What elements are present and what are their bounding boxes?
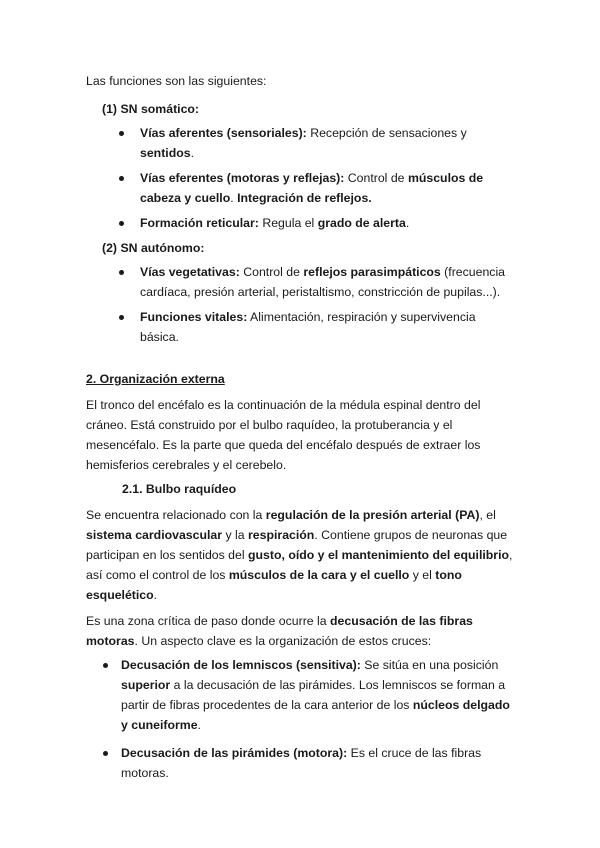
item-bold: músculos de cabeza y cuello	[140, 171, 484, 205]
sn-somatico-heading: (1) SN somático:	[102, 102, 200, 116]
sn-autonomo-heading: (2) SN autónomo:	[102, 241, 205, 255]
section-paragraph: El tronco del encéfalo es la continuación de la médula espinal dentro del cráneo. Está construido por el bulbo raquídeo, la protuberancia y el mesencéfalo. Es la parte que queda del encéfalo después de extraer los hemisferios cerebrales y el cerebelo.	[86, 398, 481, 472]
list-item	[86, 123, 516, 163]
item-term: Vías eferentes (motoras y reflejas):	[140, 171, 345, 185]
item-term: Formación reticular:	[140, 216, 259, 230]
item-text: (frecuencia cardíaca, presión arterial, peristaltismo, constricción de pupilas...).	[140, 265, 506, 299]
item-term: Vías aferentes (sensoriales):	[140, 126, 307, 140]
item-text: .	[190, 146, 194, 160]
list-item	[86, 307, 516, 347]
item-bold: grado de alerta	[317, 216, 406, 230]
bulbo-paragraph-2: Es una zona crítica de paso donde ocurre la decusación de las fibras motoras. Un aspecto clave es la organización de estos cruces:	[86, 614, 473, 648]
bulbo-paragraph-1: Se encuentra relacionado con la regulación de la presión arterial (PA), el sistema cardiovascular y la respiración. Contiene grupos de neuronas que participan en los sentidos del gusto, oído y el mantenimiento del equilibrio, así como el control de los músculos de la cara y el cuello y el tono esquelético.	[86, 508, 513, 602]
list-item	[86, 213, 516, 233]
item-term: Funciones vitales:	[140, 310, 248, 324]
intro-text: Las funciones son las siguientes:	[86, 74, 267, 88]
list-item	[86, 168, 516, 208]
sn-autonomo-list	[86, 262, 516, 347]
list-item: Decusación de las pirámides (motora): Es el cruce de las fibras motoras.	[86, 743, 516, 783]
section-title: 2. Organización externa	[86, 372, 225, 386]
sn-somatico-list	[86, 123, 516, 233]
item-text: .	[230, 191, 238, 205]
item-bold: sentidos	[140, 146, 191, 160]
item-text: Recepción de sensaciones y	[306, 126, 467, 140]
item-text: Control de	[239, 265, 304, 279]
item-bold: Integración de reflejos.	[237, 191, 372, 205]
list-item	[86, 262, 516, 302]
item-text: .	[405, 216, 410, 230]
item-text: Regula el	[258, 216, 318, 230]
subsection-heading: 2.1. Bulbo raquídeo	[122, 482, 237, 496]
item-bold: reflejos parasimpáticos	[303, 265, 441, 279]
list-item: Decusación de los lemniscos (sensitiva): Se sitúa en una posición superior a la decusación de las pirámides. Los lemniscos se forman a partir de fibras procedentes de la cara anterior de los núcleos delgado y cuneiforme.	[86, 655, 516, 735]
item-term: Vías vegetativas:	[140, 265, 240, 279]
decusacion-list	[86, 655, 516, 783]
document-page	[86, 64, 516, 791]
item-text: Control de	[344, 171, 408, 185]
item-text: Alimentación, respiración y supervivencia básica.	[140, 310, 476, 344]
